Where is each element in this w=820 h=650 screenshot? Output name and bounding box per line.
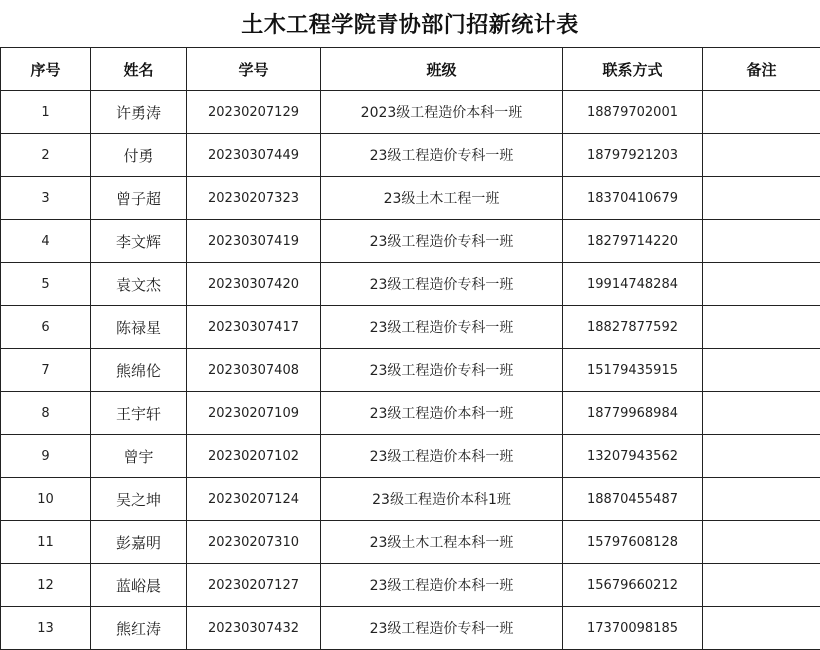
cell-note[interactable] — [703, 392, 820, 435]
cell-note[interactable] — [703, 91, 820, 134]
cell-index[interactable]: 2 — [1, 134, 91, 177]
cell-index[interactable]: 3 — [1, 177, 91, 220]
cell-student-id[interactable]: 20230207124 — [187, 478, 321, 521]
cell-student-id[interactable]: 20230207310 — [187, 521, 321, 564]
cell-class[interactable]: 23级工程造价本科1班 — [321, 478, 563, 521]
table-row — [1, 91, 820, 134]
cell-note[interactable] — [703, 134, 820, 177]
cell-student-id[interactable]: 20230307408 — [187, 349, 321, 392]
cell-name[interactable]: 蓝峪晨 — [91, 564, 187, 607]
cell-name[interactable]: 曾子超 — [91, 177, 187, 220]
cell-index[interactable]: 6 — [1, 306, 91, 349]
cell-index[interactable]: 1 — [1, 91, 91, 134]
cell-phone[interactable]: 15679660212 — [563, 564, 703, 607]
cell-name[interactable]: 彭嘉明 — [91, 521, 187, 564]
cell-class[interactable]: 23级土木工程一班 — [321, 177, 563, 220]
sheet-title: 土木工程学院青协部门招新统计表 — [241, 8, 579, 39]
cell-name[interactable]: 王宇轩 — [91, 392, 187, 435]
cell-student-id[interactable]: 20230207127 — [187, 564, 321, 607]
header-row — [1, 48, 820, 91]
cell-phone[interactable]: 18870455487 — [563, 478, 703, 521]
cell-class[interactable]: 23级工程造价专科一班 — [321, 263, 563, 306]
cell-index[interactable]: 13 — [1, 607, 91, 650]
cell-class[interactable]: 23级工程造价本科一班 — [321, 392, 563, 435]
cell-name[interactable]: 李文辉 — [91, 220, 187, 263]
cell-phone[interactable]: 15797608128 — [563, 521, 703, 564]
cell-class[interactable]: 23级工程造价专科一班 — [321, 306, 563, 349]
cell-name[interactable]: 付勇 — [91, 134, 187, 177]
cell-phone[interactable]: 18779968984 — [563, 392, 703, 435]
cell-phone[interactable]: 19914748284 — [563, 263, 703, 306]
cell-student-id[interactable]: 20230307432 — [187, 607, 321, 650]
cell-note[interactable] — [703, 607, 820, 650]
cell-phone[interactable]: 18370410679 — [563, 177, 703, 220]
cell-name[interactable]: 吴之坤 — [91, 478, 187, 521]
cell-class[interactable]: 2023级工程造价本科一班 — [321, 91, 563, 134]
table-row — [1, 607, 820, 650]
table-row — [1, 349, 820, 392]
table-row — [1, 134, 820, 177]
cell-student-id[interactable]: 20230307420 — [187, 263, 321, 306]
cell-note[interactable] — [703, 220, 820, 263]
cell-note[interactable] — [703, 349, 820, 392]
cell-index[interactable]: 10 — [1, 478, 91, 521]
cell-class[interactable]: 23级工程造价专科一班 — [321, 349, 563, 392]
header-class[interactable]: 班级 — [321, 48, 563, 91]
cell-class[interactable]: 23级工程造价专科一班 — [321, 607, 563, 650]
cell-index[interactable]: 8 — [1, 392, 91, 435]
cell-student-id[interactable]: 20230207109 — [187, 392, 321, 435]
cell-class[interactable]: 23级工程造价本科一班 — [321, 435, 563, 478]
cell-student-id[interactable]: 20230307419 — [187, 220, 321, 263]
table-row — [1, 435, 820, 478]
cell-class[interactable]: 23级工程造价本科一班 — [321, 564, 563, 607]
cell-student-id[interactable]: 20230307449 — [187, 134, 321, 177]
cell-note[interactable] — [703, 478, 820, 521]
cell-name[interactable]: 许勇涛 — [91, 91, 187, 134]
cell-note[interactable] — [703, 521, 820, 564]
cell-index[interactable]: 7 — [1, 349, 91, 392]
cell-name[interactable]: 熊红涛 — [91, 607, 187, 650]
cell-student-id[interactable]: 20230207102 — [187, 435, 321, 478]
cell-phone[interactable]: 18879702001 — [563, 91, 703, 134]
header-name[interactable]: 姓名 — [91, 48, 187, 91]
cell-index[interactable]: 12 — [1, 564, 91, 607]
table-row — [1, 392, 820, 435]
table-row — [1, 177, 820, 220]
table-body — [1, 91, 820, 650]
cell-note[interactable] — [703, 177, 820, 220]
table-row — [1, 306, 820, 349]
cell-name[interactable]: 熊绵伦 — [91, 349, 187, 392]
cell-phone[interactable]: 18827877592 — [563, 306, 703, 349]
header-student-id[interactable]: 学号 — [187, 48, 321, 91]
cell-phone[interactable]: 18797921203 — [563, 134, 703, 177]
cell-class[interactable]: 23级工程造价专科一班 — [321, 134, 563, 177]
table-row — [1, 478, 820, 521]
cell-index[interactable]: 4 — [1, 220, 91, 263]
cell-note[interactable] — [703, 306, 820, 349]
table-row — [1, 521, 820, 564]
recruitment-table — [0, 47, 820, 650]
header-index[interactable]: 序号 — [1, 48, 91, 91]
table-row — [1, 263, 820, 306]
cell-student-id[interactable]: 20230207129 — [187, 91, 321, 134]
cell-phone[interactable]: 15179435915 — [563, 349, 703, 392]
cell-student-id[interactable]: 20230307417 — [187, 306, 321, 349]
cell-note[interactable] — [703, 564, 820, 607]
title-row — [0, 0, 820, 48]
cell-name[interactable]: 陈禄星 — [91, 306, 187, 349]
cell-student-id[interactable]: 20230207323 — [187, 177, 321, 220]
cell-class[interactable]: 23级工程造价专科一班 — [321, 220, 563, 263]
header-contact[interactable]: 联系方式 — [563, 48, 703, 91]
table-row — [1, 564, 820, 607]
cell-phone[interactable]: 17370098185 — [563, 607, 703, 650]
cell-index[interactable]: 5 — [1, 263, 91, 306]
cell-index[interactable]: 9 — [1, 435, 91, 478]
cell-phone[interactable]: 13207943562 — [563, 435, 703, 478]
cell-note[interactable] — [703, 263, 820, 306]
cell-name[interactable]: 曾宇 — [91, 435, 187, 478]
cell-class[interactable]: 23级土木工程本科一班 — [321, 521, 563, 564]
cell-note[interactable] — [703, 435, 820, 478]
table-row — [1, 220, 820, 263]
header-note[interactable]: 备注 — [703, 48, 820, 91]
cell-index[interactable]: 11 — [1, 521, 91, 564]
cell-name[interactable]: 袁文杰 — [91, 263, 187, 306]
cell-phone[interactable]: 18279714220 — [563, 220, 703, 263]
